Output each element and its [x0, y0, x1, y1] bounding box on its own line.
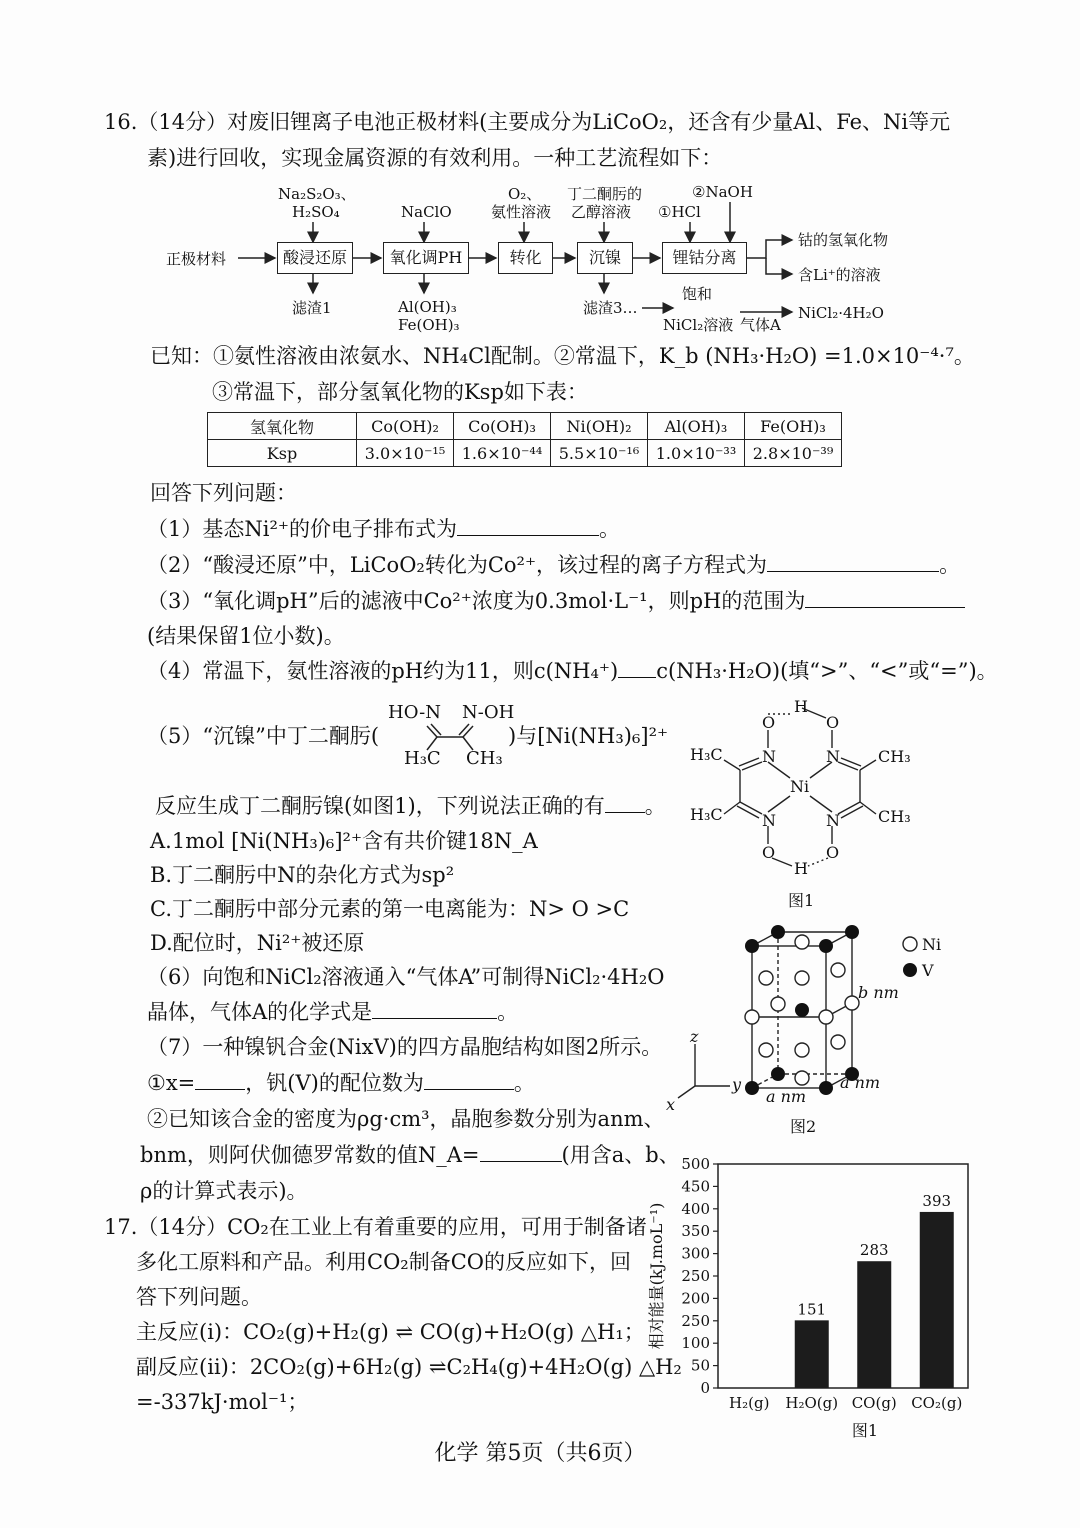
q16-part7-d: bnm，则阿伏伽德罗常数的值N_A= (用含a、b、 — [140, 1143, 680, 1167]
answer-blank[interactable] — [424, 1069, 514, 1090]
known-3: ③常温下，部分氢氧化物的Ksp如下表： — [212, 380, 588, 404]
dmg-ch3: CH₃ — [466, 748, 503, 769]
reagent-na2s2o3: Na₂S₂O₃、 — [278, 185, 356, 203]
y-tick-label: 100 — [681, 1334, 710, 1353]
residue-1: 滤渣1 — [292, 299, 332, 317]
ksp-cell: Ksp — [208, 440, 357, 467]
axis-z: z — [690, 1027, 699, 1046]
ksp-cell: 5.5×10⁻¹⁶ — [551, 440, 648, 467]
ksp-header-cell: Ni(OH)₂ — [551, 413, 648, 440]
fig1-o: O — [826, 843, 840, 862]
x-tick-label: CO₂(g) — [911, 1394, 963, 1412]
page-footer: 化学 第5页（共6页） — [434, 1441, 646, 1466]
ksp-header-cell: 氢氧化物 — [208, 413, 357, 440]
fig1-methyl: CH₃ — [878, 807, 911, 826]
product-nicl2-hydrate: NiCl₂·4H₂O — [798, 304, 884, 322]
fig1-methyl: H₃C — [690, 745, 723, 764]
output-li-solution: 含Li⁺的溶液 — [798, 266, 881, 284]
ksp-table-header — [208, 413, 842, 440]
side-reaction-dh: =-337kJ·mol⁻¹； — [136, 1390, 309, 1414]
ksp-header-cell: Fe(OH)₃ — [745, 413, 842, 440]
nicl2-solution-label: NiCl₂溶液 — [663, 316, 734, 334]
answer-blank[interactable] — [480, 1141, 562, 1162]
bar-value-label: 283 — [859, 1241, 889, 1260]
y-tick-label: 250 — [681, 1267, 710, 1285]
fig2-a-nm: a nm — [840, 1073, 881, 1092]
y-tick-label: 350 — [681, 1222, 710, 1241]
q16-part7-e: ρ的计算式表示)。 — [140, 1179, 308, 1203]
legend-v: V — [922, 961, 934, 980]
option-b: B.丁二酮肟中N的杂化方式为sp² — [150, 863, 455, 887]
dmg-n-oh: N-OH — [462, 702, 515, 723]
y-tick-label: 250 — [681, 1311, 710, 1330]
answer-blank[interactable] — [457, 515, 599, 536]
fig2-caption: 图2 — [790, 1117, 817, 1136]
reagent-ethanol: 乙醇溶液 — [571, 203, 632, 221]
y-tick-label: 500 — [681, 1155, 710, 1173]
q16-part5-c: 反应生成丁二酮肟镍(如图1)，下列说法正确的有 。 — [155, 794, 666, 818]
ksp-cell: 3.0×10⁻¹⁵ — [357, 440, 454, 467]
flow-box-oxidize-ph: 氧化调PH — [383, 242, 469, 274]
bar — [920, 1212, 954, 1388]
option-c: C.丁二酮肟中部分元素的第一电离能为：N> O >C — [150, 897, 630, 921]
flow-box-convert: 转化 — [498, 242, 553, 274]
reagent-o2: O₂、 — [508, 185, 542, 203]
axis-y: y — [732, 1075, 742, 1094]
option-a: A.1mol [Ni(NH₃)₆]²⁺含有共价键18N_A — [150, 829, 538, 853]
answer-blank[interactable] — [195, 1069, 245, 1090]
q16-part7-b: ①x= ，钒(V)的配位数为 。 — [147, 1071, 535, 1095]
legend-ni: Ni — [922, 935, 942, 954]
reagent-hcl: ①HCl — [658, 203, 701, 221]
fig1-h-top: H — [794, 697, 808, 716]
y-tick-label: 300 — [681, 1244, 710, 1263]
fig1-h-bottom: H — [794, 859, 808, 878]
answer-blank[interactable] — [767, 551, 939, 572]
y-axis-label: 相对能量(kJ.moL⁻¹) — [647, 1202, 666, 1350]
fig1-methyl: H₃C — [690, 805, 723, 824]
axis-x: x — [666, 1095, 676, 1114]
x-tick-label: CO(g) — [851, 1394, 897, 1412]
bar — [795, 1320, 829, 1388]
fig1-methyl: CH₃ — [878, 747, 911, 766]
gas-a-label: 气体A — [740, 316, 781, 334]
fig2-a-nm: a nm — [766, 1087, 807, 1106]
answer-blank[interactable] — [605, 792, 645, 813]
figure1-complex — [680, 690, 930, 915]
energy-bar-chart — [640, 1148, 980, 1440]
residue-aloh3: Al(OH)₃ — [398, 298, 457, 316]
dmg-ho-n: HO-N — [388, 702, 441, 723]
y-tick-label: 0 — [700, 1379, 710, 1397]
q16-line1: 16.（14分）对废旧锂离子电池正极材料(主要成分为LiCoO₂，还含有少量Al、Fe、Ni等元 — [104, 110, 951, 134]
y-tick-label: 400 — [681, 1199, 710, 1218]
figure2-unit-cell — [660, 918, 950, 1140]
q16-part6-b: 晶体，气体A的化学式是 。 — [147, 1000, 519, 1024]
fig1-ni: Ni — [790, 777, 810, 796]
residue-feoh3: Fe(OH)₃ — [398, 316, 460, 334]
chart-caption: 图1 — [851, 1421, 879, 1440]
reagent-naoh: ②NaOH — [692, 183, 753, 201]
flow-box-li-co-sep: 锂钴分离 — [662, 242, 747, 274]
answer-blank[interactable] — [805, 587, 965, 608]
main-reaction: 主反应(ⅰ)：CO₂(g)+H₂(g) ⇌ CO(g)+H₂O(g) △H₁； — [136, 1320, 645, 1344]
ksp-cell: 1.6×10⁻⁴⁴ — [454, 440, 551, 467]
q16-line2: 素)进行回收，实现金属资源的有效利用。一种工艺流程如下： — [147, 146, 723, 170]
dmg-skeleton — [405, 722, 495, 754]
ksp-header-cell: Al(OH)₃ — [648, 413, 745, 440]
flowchart-arrows — [0, 0, 1080, 340]
fig1-o: O — [826, 713, 840, 732]
reagent-h2so4: H₂SO₄ — [292, 203, 340, 221]
fig1-caption: 图1 — [788, 891, 815, 910]
flow-box-ni-precip: 沉镍 — [577, 242, 633, 274]
x-tick-label: H₂O(g) — [785, 1394, 839, 1412]
q16-part5-b: )与[Ni(NH₃)₆]²⁺ — [508, 724, 669, 748]
bar-value-label: 151 — [797, 1300, 827, 1319]
saturated-label: 饱和 — [682, 285, 713, 303]
y-tick-label: 50 — [690, 1356, 710, 1375]
flow-start-label: 正极材料 — [166, 250, 227, 268]
q17-line2: 多化工原料和产品。利用CO₂制备CO的反应如下，回 — [136, 1250, 631, 1274]
ksp-table — [207, 412, 842, 467]
side-reaction: 副反应(ⅱ)：2CO₂(g)+6H₂(g) ⇌C₂H₄(g)+4H₂O(g) △H₂ — [136, 1355, 682, 1379]
q17-line3: 答下列问题。 — [136, 1285, 262, 1309]
ksp-cell: 1.0×10⁻³³ — [648, 440, 745, 467]
q16-part3: （3）“氧化调pH”后的滤液中Co²⁺浓度为0.3mol·L⁻¹，则pH的范围为 — [147, 587, 965, 615]
q16-part5-a: （5）“沉镍”中丁二酮肟( — [147, 724, 380, 748]
bar — [857, 1261, 891, 1388]
dmg-h3c: H₃C — [404, 748, 441, 769]
y-tick-label: 200 — [681, 1289, 710, 1308]
ksp-table-row — [208, 440, 842, 467]
y-tick-label: 450 — [681, 1177, 710, 1196]
ksp-header-cell: Co(OH)₂ — [357, 413, 454, 440]
output-co-hydroxide: 钴的氢氧化物 — [798, 231, 889, 249]
reagent-dmg: 丁二酮肟的 — [567, 185, 643, 203]
fig2-b-nm: b nm — [858, 983, 899, 1002]
q17-line1: 17.（14分）CO₂在工业上有着重要的应用，可用于制备诸 — [104, 1215, 647, 1239]
fig1-o: O — [762, 843, 776, 862]
bar-value-label: 393 — [922, 1191, 952, 1210]
fig1-o: O — [762, 713, 776, 732]
answer-blank[interactable] — [372, 998, 497, 1019]
ksp-header-cell: Co(OH)₃ — [454, 413, 551, 440]
answer-blank[interactable] — [618, 657, 656, 678]
fig1-n: N — [826, 747, 840, 766]
q16-part7-c: ②已知该合金的密度为ρg·cm³，晶胞参数分别为anm、 — [147, 1107, 665, 1131]
reagent-ammonia-solution: 氨性溶液 — [491, 203, 552, 221]
q16-part4: （4）常温下，氨性溶液的pH约为11，则c(NH₄⁺) c(NH₃·H₂O)(填“>”、“<”或“=”)。 — [147, 659, 998, 683]
q16-part1: （1）基态Ni²⁺的价电子排布式为 。 — [147, 517, 620, 541]
known-1-2: 已知：①氨性溶液由浓氨水、NH₄Cl配制。②常温下，K_b (NH₃·H₂O) =1.0×10⁻⁴·⁷。 — [150, 344, 975, 368]
answer-prompt: 回答下列问题： — [150, 481, 297, 505]
fig1-n: N — [762, 811, 776, 830]
fig1-n: N — [826, 811, 840, 830]
q16-part2: （2）“酸浸还原”中，LiCoO₂转化为Co²⁺，该过程的离子方程式为 。 — [147, 553, 961, 577]
residue-3: 滤渣3… — [583, 299, 638, 317]
flow-box-acid-leach: 酸浸还原 — [277, 242, 353, 274]
reagent-naclo: NaClO — [401, 203, 452, 221]
q16-part7-a: （7）一种镍钒合金(NixV)的四方晶胞结构如图2所示。 — [147, 1035, 663, 1059]
option-d: D.配位时，Ni²⁺被还原 — [150, 931, 365, 955]
q16-part3-note: (结果保留1位小数)。 — [147, 624, 345, 648]
x-tick-label: H₂(g) — [729, 1394, 770, 1412]
fig1-n: N — [762, 747, 776, 766]
q16-part6-a: （6）向饱和NiCl₂溶液通入“气体A”可制得NiCl₂·4H₂O — [147, 965, 665, 989]
ksp-cell: 2.8×10⁻³⁹ — [745, 440, 842, 467]
